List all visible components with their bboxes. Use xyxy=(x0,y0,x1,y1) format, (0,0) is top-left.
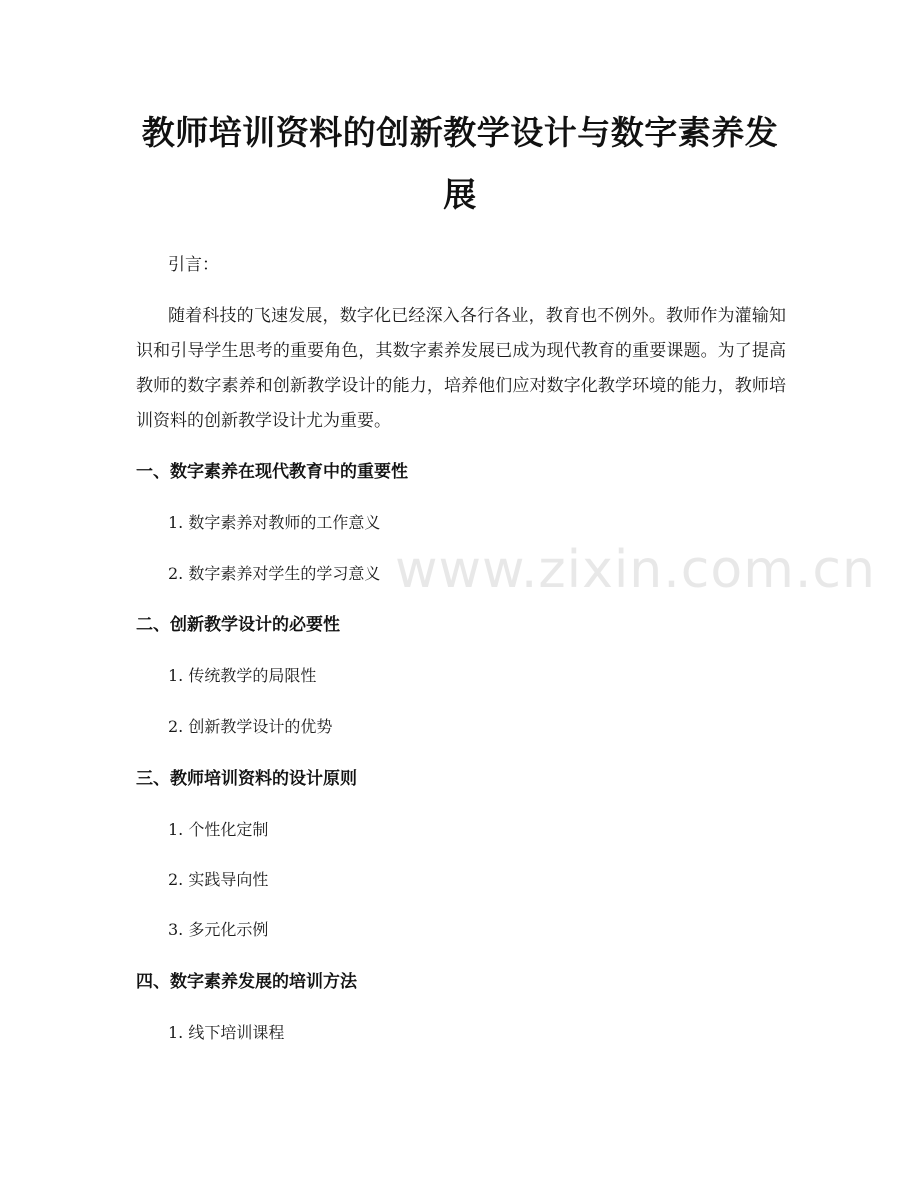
list-item: 1. 线下培训课程 xyxy=(168,1023,285,1042)
list-item: 2. 实践导向性 xyxy=(168,870,269,889)
list-item: 1. 个性化定制 xyxy=(168,820,269,839)
list-item: 2. 创新教学设计的优势 xyxy=(168,717,333,736)
section-heading-1: 一、数字素养在现代教育中的重要性 xyxy=(136,462,408,482)
intro-label: 引言： xyxy=(168,255,219,275)
intro-paragraph: 随着科技的飞速发展，数字化已经深入各行各业，教育也不例外。教师作为灌输知识和引导学生思考的重要角色，其数字素养发展已成为现代教育的重要课题。为了提高教师的数字素养和创新教学设计的能力，培养他们应对数字化教学环境的能力，教师培训资料的创新教学设计尤为重要。 xyxy=(136,306,786,431)
watermark: www.zixin.com.cn xyxy=(395,540,876,600)
list-item: 2. 数字素养对学生的学习意义 xyxy=(168,564,381,583)
section-heading-4: 四、数字素养发展的培训方法 xyxy=(136,972,357,992)
section-heading-3: 三、教师培训资料的设计原则 xyxy=(136,769,357,789)
list-item: 1. 数字素养对教师的工作意义 xyxy=(168,513,381,532)
document-title: 教师培训资料的创新教学设计与数字素养发展 xyxy=(141,113,779,214)
list-item: 1. 传统教学的局限性 xyxy=(168,666,317,685)
list-item: 3. 多元化示例 xyxy=(168,920,269,939)
section-heading-2: 二、创新教学设计的必要性 xyxy=(136,615,340,635)
